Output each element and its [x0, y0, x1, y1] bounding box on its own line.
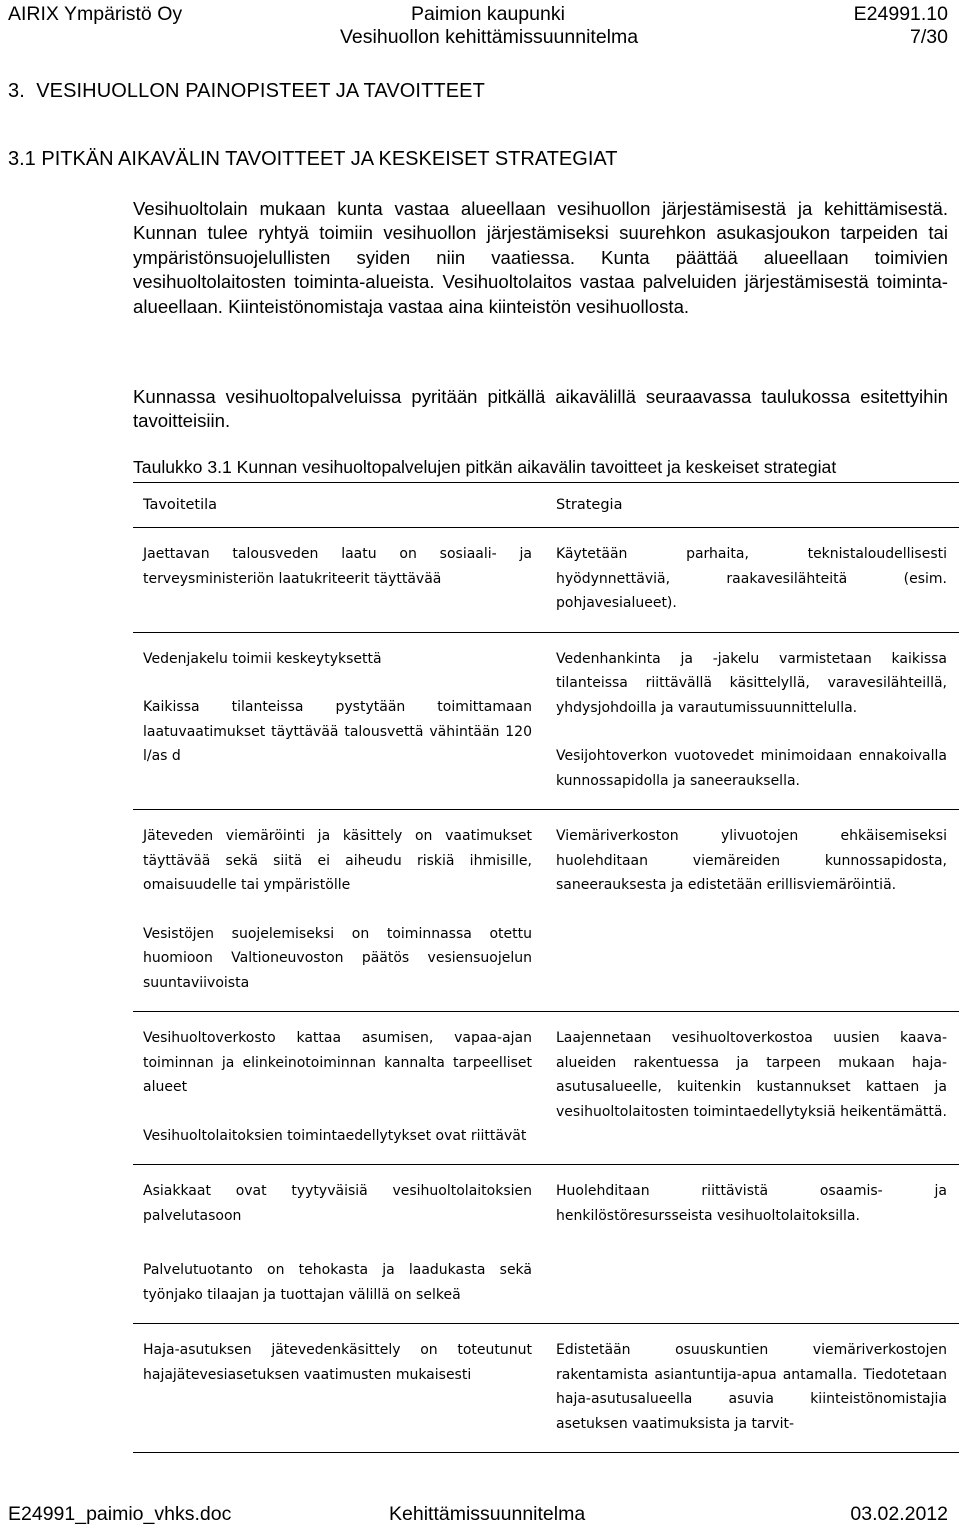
goal-cell — [133, 1244, 546, 1324]
strategy-text: Käytetään parhaita, teknistaloudellisesti hyödynnettäviä, raakavesilähteitä (esim. pohjavesialueet). — [556, 546, 947, 611]
strategy-cell — [546, 1244, 959, 1324]
table-row — [133, 1012, 959, 1165]
header-client: Paimion kaupunki — [411, 3, 565, 25]
column-header-strategy: Strategia — [546, 483, 959, 528]
strategy-text: Edistetään osuuskuntien viemäriverkostojen rakentamista asiantuntija-apua antamalla. Tiedotetaan haja-asutusalueella asuvia kiinteistönomistajia asetuksen vaatimuksista ja tarvit- — [556, 1342, 947, 1432]
goal-text: Vesihuoltoverkosto kattaa asumisen, vapaa-ajan toiminnan ja elinkeinotoiminnan kannalta tarpeelliset alueet — [143, 1030, 532, 1095]
subsection-heading: 3.1 PITKÄN AIKAVÄLIN TAVOITTEET JA KESKEISET STRATEGIAT — [8, 148, 618, 170]
goal-text: Jäteveden viemäröinti ja käsittely on vaatimukset täyttävää sekä siitä ei aiheudu riskiä ihmisille, omaisuudelle tai ympäristölle — [143, 828, 532, 893]
table-row — [133, 810, 959, 1012]
goal-text: Kaikissa tilanteissa pystytään toimittamaan laatuvaatimukset täyttävää talousvettä vähintään 120 l/as d — [143, 699, 532, 764]
footer-date: 03.02.2012 — [850, 1503, 948, 1525]
table-row — [133, 1324, 959, 1453]
goal-cell — [133, 528, 546, 633]
goal-text: Vesistöjen suojelemiseksi on toiminnassa otettu huomioon Valtioneuvoston päätös vesiensuojelun suuntaviivoista — [143, 925, 532, 991]
strategy-text: Vesijohtoverkon vuotovedet minimoidaan ennakoivalla kunnossapidolla ja saneerauksella. — [556, 748, 947, 789]
strategy-cell — [546, 632, 959, 810]
footer-filename: E24991_paimio_vhks.doc — [8, 1503, 232, 1525]
strategy-cell — [546, 1324, 959, 1453]
body-paragraph-2: Kunnassa vesihuoltopalveluissa pyritään pitkällä aikavälillä seuraavassa taulukossa esitettyihin tavoitteisiin. — [133, 386, 948, 432]
table-row — [133, 1165, 959, 1245]
strategy-text: Viemäriverkoston ylivuotojen ehkäisemiseksi huolehditaan viemäreiden kunnossapidosta, saneerauksesta ja edistetään erillisviemäröintiä. — [556, 828, 947, 893]
strategy-cell — [546, 528, 959, 633]
section-heading: 3. VESIHUOLLON PAINOPISTEET JA TAVOITTEET — [8, 80, 485, 102]
strategy-cell — [546, 1012, 959, 1165]
goal-text: Vedenjakelu toimii keskeytyksettä — [143, 650, 382, 667]
table-body — [133, 528, 959, 1453]
table-row — [133, 528, 959, 633]
strategy-cell — [546, 1165, 959, 1245]
header-doc-code: E24991.10 — [853, 3, 948, 25]
goal-cell — [133, 632, 546, 810]
goal-cell — [133, 1012, 546, 1165]
header-doc-title: Vesihuollon kehittämissuunnitelma — [340, 26, 639, 48]
column-header-goal: Tavoitetila — [133, 483, 546, 528]
footer-doc-type: Kehittämissuunnitelma — [389, 1503, 586, 1525]
goal-text: Haja-asutuksen jätevedenkäsittely on toteutunut hajajätevesiasetuksen vaatimusten mukaisesti — [143, 1342, 532, 1383]
table-header-row — [133, 483, 959, 528]
goal-text: Palvelutuotanto on tehokasta ja laadukasta sekä työnjako tilaajan ja tuottajan välillä on selkeä — [143, 1262, 532, 1303]
strategy-text: Laajennetaan vesihuoltoverkostoa uusien kaava-alueiden rakentuessa ja tarpeen mukaan haja-asutusalueelle, kuitenkin kustannukset kattaen ja vesihuoltolaitosten toimintaedellytyksiä heikentämättä. — [556, 1030, 947, 1120]
strategy-text: Vedenhankinta ja -jakelu varmistetaan kaikissa tilanteissa riittävällä käsittelyllä, varavesilähteillä, yhdysjohdoilla ja varautumissuunnittelulla. — [556, 650, 947, 716]
header-page-number: 7/30 — [910, 26, 948, 48]
table-row — [133, 1244, 959, 1324]
table-caption: Taulukko 3.1 Kunnan vesihuoltopalvelujen pitkän aikavälin tavoitteet ja keskeiset strategiat — [133, 457, 837, 477]
table-row — [133, 632, 959, 810]
goal-cell — [133, 1324, 546, 1453]
goal-cell — [133, 810, 546, 1012]
strategy-text: Huolehditaan riittävistä osaamis- ja henkilöstöresursseista vesihuoltolaitoksilla. — [556, 1183, 947, 1224]
goal-text: Jaettavan talousveden laatu on sosiaali- ja terveysministeriön laatukriteerit täyttävää — [143, 546, 532, 587]
header-company: AIRIX Ympäristö Oy — [8, 3, 183, 25]
goal-text: Vesihuoltolaitoksien toimintaedellytykset ovat riittävät — [143, 1127, 527, 1144]
goal-cell — [133, 1165, 546, 1245]
body-paragraph-1: Vesihuoltolain mukaan kunta vastaa alueellaan vesihuollon järjestämisestä ja kehittämisestä. Kunnan tulee ryhtyä toimiin vesihuollon järjestämiseksi suurehkon asukasjoukon tarpeiden tai ympäristönsuojelullisten syiden niin vaatiessa. Kunta päättää alueellaan toimivien vesihuoltolaitosten toiminta-alueista. Vesihuoltolaitos vastaa palveluiden järjestämisestä toiminta-alueellaan. Kiinteistönomistaja vastaa aina kiinteistön vesihuollosta. — [133, 198, 948, 317]
goals-strategies-table — [133, 482, 959, 1453]
strategy-cell — [546, 810, 959, 1012]
goal-text: Asiakkaat ovat tyytyväisiä vesihuoltolaitoksien palvelutasoon — [143, 1183, 532, 1224]
